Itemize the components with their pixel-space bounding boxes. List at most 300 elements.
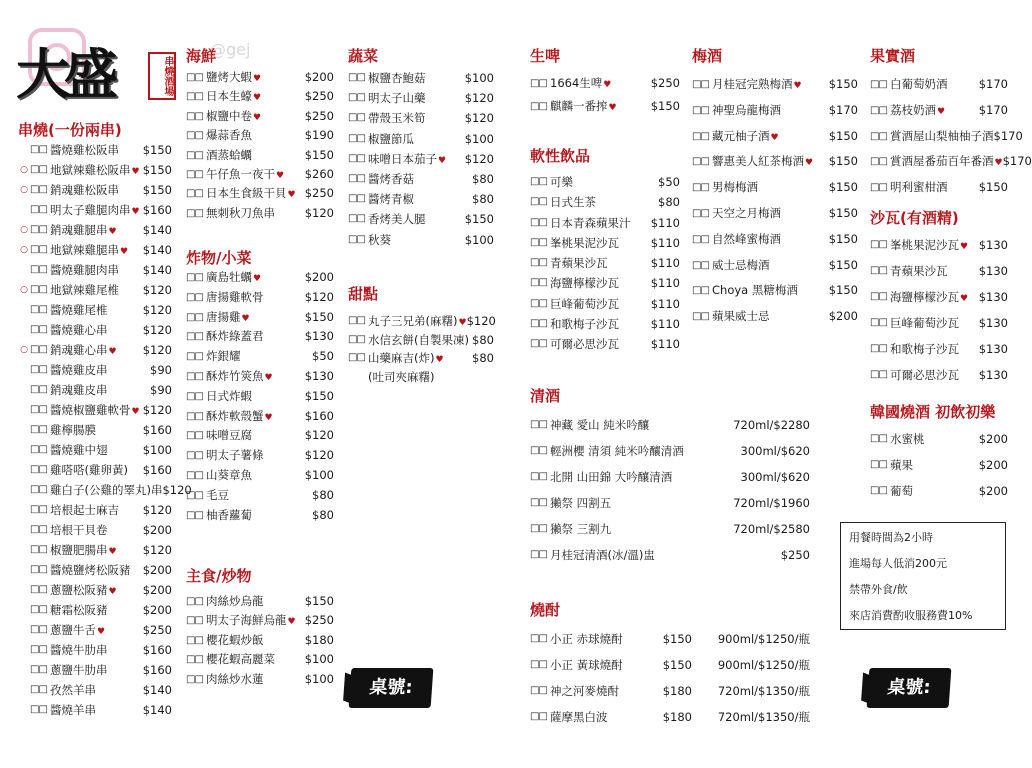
spicy-mark-icon [18, 460, 30, 480]
order-checkbox[interactable]: □□ [870, 265, 887, 276]
menu-item[interactable] [186, 650, 334, 669]
order-checkbox[interactable]: □□ [186, 410, 203, 422]
order-checkbox[interactable]: □□ [870, 79, 887, 90]
menu-item[interactable] [18, 300, 172, 320]
order-checkbox[interactable]: □□ [870, 156, 887, 168]
order-checkbox[interactable]: □□ [348, 333, 365, 345]
order-checkbox[interactable]: □□ [30, 524, 47, 535]
order-checkbox[interactable]: □□ [186, 450, 203, 462]
order-checkbox[interactable]: □□ [186, 673, 203, 685]
order-checkbox[interactable]: □□ [186, 149, 203, 161]
menu-item[interactable] [530, 542, 810, 568]
order-checkbox[interactable]: □□ [186, 509, 203, 521]
item-price: $120 [142, 543, 172, 557]
order-checkbox[interactable]: □□ [186, 72, 203, 83]
order-checkbox[interactable]: □□ [692, 130, 709, 142]
menu-item[interactable] [692, 175, 858, 201]
order-checkbox[interactable]: □□ [30, 504, 47, 515]
korean-section-title: 韓國燒酒 初飲初樂 [870, 403, 996, 421]
bottle-price: 900ml/$1250/瓶 [717, 658, 810, 672]
order-checkbox[interactable]: □□ [530, 633, 547, 644]
menu-item[interactable] [18, 280, 172, 300]
order-checkbox[interactable]: □□ [530, 419, 547, 430]
menu-item[interactable] [530, 172, 680, 192]
item-name: 糖霜松阪豬 [50, 603, 108, 617]
order-checkbox[interactable]: □□ [186, 430, 203, 442]
order-checkbox[interactable]: □□ [30, 664, 47, 675]
order-checkbox[interactable]: □□ [30, 204, 47, 215]
item-name: 巨峰葡萄沙瓦 [890, 316, 959, 330]
menu-item[interactable] [692, 124, 858, 150]
item-price: $120 [142, 303, 172, 317]
order-checkbox[interactable]: □□ [530, 78, 547, 89]
spicy-mark-icon [18, 300, 30, 320]
menu-item[interactable] [530, 273, 680, 293]
order-checkbox[interactable]: □□ [530, 196, 547, 208]
menu-item[interactable] [530, 294, 680, 314]
spicy-mark-icon: ○ [20, 245, 28, 255]
order-checkbox[interactable]: □□ [186, 311, 203, 323]
heart-icon: ♥ [960, 294, 969, 304]
order-checkbox[interactable]: □□ [30, 264, 47, 275]
item-price: $150 [304, 309, 334, 324]
heart-icon: ♥ [438, 155, 447, 166]
menu-item[interactable] [18, 540, 172, 560]
menu-item[interactable] [18, 680, 172, 700]
menu-item[interactable] [870, 284, 1008, 310]
menu-item[interactable] [348, 108, 494, 128]
item-price: 720ml/$1960 [733, 496, 810, 510]
item-price: $50 [312, 349, 334, 364]
menu-item[interactable] [348, 149, 494, 169]
menu-item[interactable] [530, 652, 810, 678]
order-checkbox[interactable]: □□ [186, 188, 203, 200]
order-checkbox[interactable]: □□ [186, 207, 203, 219]
menu-item[interactable] [18, 700, 172, 720]
order-checkbox[interactable]: □□ [530, 659, 547, 670]
order-checkbox[interactable]: □□ [186, 615, 203, 627]
menu-item[interactable] [870, 149, 1032, 175]
order-checkbox[interactable]: □□ [530, 257, 547, 269]
order-checkbox[interactable]: □□ [186, 291, 203, 303]
menu-item[interactable] [870, 232, 1008, 258]
heart-icon: ♥ [435, 355, 444, 366]
order-checkbox[interactable]: □□ [30, 384, 47, 395]
order-checkbox[interactable]: □□ [530, 497, 547, 508]
item-price: 720ml/$2580 [733, 522, 810, 536]
menu-item[interactable] [186, 165, 334, 184]
menu-item[interactable] [530, 626, 810, 652]
order-checkbox[interactable]: □□ [870, 130, 887, 142]
menu-item[interactable] [186, 387, 334, 407]
order-checkbox[interactable]: □□ [30, 544, 47, 555]
order-checkbox[interactable]: □□ [186, 110, 203, 122]
item-price: $150 [828, 283, 858, 298]
menu-item[interactable] [870, 452, 1008, 478]
menu-item[interactable] [870, 124, 1023, 150]
menu-item[interactable] [186, 288, 334, 308]
menu-item[interactable] [530, 192, 680, 212]
order-checkbox[interactable]: □□ [870, 104, 887, 116]
menu-item[interactable] [692, 149, 858, 175]
menu-item[interactable] [18, 520, 172, 540]
menu-item[interactable] [186, 126, 334, 145]
menu-item[interactable] [870, 310, 1008, 336]
item-price: $150 [464, 212, 494, 227]
menu-item[interactable] [186, 347, 334, 367]
item-price: $90 [150, 383, 172, 397]
item-price: $90 [150, 363, 172, 377]
order-checkbox[interactable]: □□ [30, 564, 47, 575]
menu-item[interactable] [186, 592, 334, 611]
order-checkbox[interactable]: □□ [30, 244, 47, 255]
ume-section-title: 梅酒 [692, 47, 723, 65]
item-name: 醬燒椒鹽雞軟骨 [50, 403, 131, 417]
order-checkbox[interactable]: □□ [348, 112, 365, 124]
order-checkbox[interactable]: □□ [30, 304, 47, 315]
order-checkbox[interactable]: □□ [30, 324, 47, 335]
menu-item[interactable] [348, 209, 494, 229]
menu-item[interactable] [348, 368, 494, 387]
menu-item[interactable] [186, 308, 334, 328]
item-price: $120 [304, 428, 334, 443]
order-checkbox[interactable]: □□ [530, 471, 547, 482]
item-price: $110 [650, 317, 680, 332]
menu-item[interactable] [530, 678, 810, 704]
order-checkbox[interactable]: □□ [30, 604, 47, 615]
menu-item[interactable] [530, 490, 810, 516]
item-price: $100 [304, 652, 334, 667]
order-checkbox[interactable]: □□ [692, 311, 709, 323]
order-checkbox[interactable]: □□ [530, 549, 547, 560]
order-checkbox[interactable]: □□ [30, 284, 47, 295]
item-price: $200 [978, 484, 1008, 498]
menu-item[interactable] [186, 611, 334, 630]
order-checkbox[interactable]: □□ [348, 132, 365, 144]
menu-item[interactable] [186, 506, 334, 526]
order-checkbox[interactable]: □□ [870, 182, 887, 194]
order-checkbox[interactable]: □□ [348, 315, 365, 326]
item-price: $110 [650, 296, 680, 311]
order-checkbox[interactable]: □□ [30, 464, 47, 475]
menu-item[interactable] [692, 72, 858, 98]
menu-item[interactable] [18, 340, 172, 360]
order-checkbox[interactable]: □□ [692, 233, 709, 245]
item-name: 銷魂雞松阪串 [50, 183, 119, 197]
order-checkbox[interactable] [348, 368, 368, 387]
menu-item[interactable] [186, 426, 334, 446]
order-checkbox[interactable]: □□ [530, 445, 547, 456]
menu-item[interactable] [186, 184, 334, 203]
order-checkbox[interactable]: □□ [692, 285, 709, 297]
order-checkbox[interactable]: □□ [186, 469, 203, 481]
item-name: 酒蒸蛤蠣 [206, 147, 252, 162]
menu-item[interactable] [186, 367, 334, 387]
menu-item[interactable] [18, 380, 172, 400]
menu-item[interactable] [530, 334, 680, 354]
menu-item[interactable] [348, 312, 494, 331]
menu-item[interactable] [18, 320, 172, 340]
item-price: $130 [978, 238, 1008, 252]
menu-item[interactable] [18, 560, 172, 580]
item-name: 青蘋果沙瓦 [550, 256, 608, 271]
menu-item[interactable] [18, 240, 172, 260]
order-checkbox[interactable]: □□ [530, 711, 547, 722]
item-price: $110 [650, 276, 680, 291]
item-price: $170 [828, 102, 858, 117]
order-checkbox[interactable]: □□ [30, 624, 47, 635]
menu-item[interactable] [18, 500, 172, 520]
menu-item[interactable] [530, 233, 680, 253]
order-checkbox[interactable]: □□ [530, 101, 547, 112]
order-checkbox[interactable]: □□ [870, 343, 887, 354]
order-checkbox[interactable]: □□ [186, 370, 203, 382]
order-checkbox[interactable]: □□ [530, 176, 547, 187]
spicy-mark-icon [18, 480, 30, 500]
heart-icon: ♥ [241, 313, 250, 324]
order-checkbox[interactable]: □□ [348, 213, 365, 225]
order-checkbox[interactable]: □□ [870, 239, 887, 250]
order-checkbox[interactable]: □□ [348, 172, 365, 184]
order-checkbox[interactable]: □□ [30, 164, 47, 175]
order-checkbox[interactable]: □□ [692, 182, 709, 194]
menu-item[interactable] [18, 200, 172, 220]
order-checkbox[interactable]: □□ [530, 297, 547, 309]
heart-icon: ♥ [937, 106, 946, 117]
menu-item[interactable] [530, 464, 810, 490]
item-name: 地獄辣雞尾椎 [50, 283, 119, 297]
item-price: $150 [142, 163, 172, 177]
order-checkbox[interactable]: □□ [30, 684, 47, 695]
menu-item[interactable] [870, 478, 1008, 504]
menu-item[interactable] [692, 253, 858, 279]
order-checkbox[interactable]: □□ [30, 404, 47, 415]
menu-item[interactable] [18, 580, 172, 600]
menu-item[interactable] [530, 253, 680, 273]
order-checkbox[interactable]: □□ [30, 644, 47, 655]
item-name: 炸銀耀 [206, 349, 241, 364]
menu-item[interactable] [186, 670, 334, 689]
menu-item[interactable] [870, 175, 1008, 201]
menu-item[interactable] [18, 460, 172, 480]
order-checkbox[interactable]: □□ [530, 523, 547, 534]
menu-item[interactable] [530, 314, 680, 334]
menu-item[interactable] [692, 304, 858, 330]
order-checkbox[interactable]: □□ [30, 584, 47, 595]
menu-item[interactable] [18, 440, 172, 460]
order-checkbox[interactable]: □□ [348, 92, 365, 104]
order-checkbox[interactable]: □□ [530, 338, 547, 350]
menu-item[interactable] [186, 486, 334, 506]
order-checkbox[interactable]: □□ [186, 351, 203, 363]
menu-item[interactable] [18, 140, 172, 160]
menu-item[interactable] [692, 278, 858, 304]
menu-item[interactable] [186, 466, 334, 486]
order-checkbox[interactable]: □□ [530, 685, 547, 696]
order-checkbox[interactable]: □□ [348, 352, 365, 364]
menu-item[interactable] [870, 336, 1008, 362]
order-checkbox[interactable]: □□ [186, 390, 203, 402]
item-name: 葡萄 [890, 484, 913, 498]
item-price: $150 [142, 183, 172, 197]
order-checkbox[interactable]: □□ [186, 489, 203, 501]
menu-item[interactable] [692, 201, 858, 227]
fruit-column [870, 46, 1032, 201]
order-checkbox[interactable]: □□ [186, 596, 203, 607]
item-name: 可樂 [550, 175, 573, 189]
item-name: 蔥鹽松阪豬 [50, 583, 108, 597]
menu-item[interactable] [18, 360, 172, 380]
menu-item[interactable] [18, 640, 172, 660]
order-checkbox[interactable]: □□ [30, 144, 47, 155]
menu-item[interactable] [18, 260, 172, 280]
menu-item[interactable] [348, 129, 494, 149]
order-checkbox[interactable]: □□ [530, 216, 547, 228]
order-checkbox[interactable]: □□ [186, 331, 203, 343]
menu-item[interactable] [186, 327, 334, 347]
menu-item[interactable] [530, 438, 810, 464]
menu-item[interactable] [870, 258, 1008, 284]
menu-item[interactable] [348, 331, 494, 350]
menu-item[interactable] [530, 704, 810, 730]
order-checkbox[interactable]: □□ [530, 318, 547, 330]
bottle-price: 720ml/$1350/瓶 [717, 710, 810, 724]
menu-item[interactable] [692, 227, 858, 253]
order-checkbox[interactable]: □□ [692, 79, 709, 90]
item-name: 1664生啤 [550, 76, 603, 90]
item-price: $140 [142, 683, 172, 697]
spicy-mark-icon: ○ [20, 225, 28, 235]
order-checkbox[interactable]: □□ [870, 369, 887, 380]
item-price: $160 [304, 408, 334, 423]
order-checkbox[interactable]: □□ [870, 485, 887, 496]
order-checkbox[interactable]: □□ [692, 156, 709, 168]
menu-item[interactable] [18, 660, 172, 680]
menu-item[interactable] [186, 446, 334, 466]
item-price: $150 [304, 388, 334, 403]
order-checkbox[interactable]: □□ [530, 236, 547, 248]
menu-item[interactable] [530, 72, 680, 95]
item-name: 地獄辣雞松阪串 [50, 163, 131, 177]
menu-item[interactable] [186, 87, 334, 106]
order-checkbox[interactable]: □□ [186, 272, 203, 283]
menu-item[interactable] [186, 204, 334, 223]
menu-item[interactable] [186, 631, 334, 650]
menu-item[interactable] [18, 600, 172, 620]
menu-item[interactable] [530, 213, 680, 233]
heart-icon: ♥ [770, 132, 779, 143]
order-checkbox[interactable]: □□ [30, 444, 47, 455]
order-checkbox[interactable]: □□ [186, 654, 203, 666]
item-price: $150 [142, 143, 172, 157]
order-checkbox[interactable]: □□ [186, 130, 203, 142]
item-price: $110 [650, 337, 680, 352]
item-price: $100 [464, 131, 494, 146]
item-name: 地獄辣雞腿串 [50, 243, 119, 257]
order-checkbox[interactable]: □□ [186, 634, 203, 646]
menu-item[interactable] [18, 620, 172, 640]
menu-item[interactable] [870, 98, 1008, 124]
menu-item[interactable] [530, 95, 680, 118]
menu-item[interactable] [348, 68, 494, 88]
menu-item[interactable] [692, 98, 858, 124]
menu-item[interactable] [18, 160, 172, 180]
order-checkbox[interactable]: □□ [348, 72, 365, 83]
order-checkbox[interactable]: □□ [30, 184, 47, 195]
item-name: 櫻花蝦高麗菜 [206, 652, 275, 667]
menu-item[interactable] [18, 400, 172, 420]
menu-item[interactable] [186, 146, 334, 165]
menu-item[interactable] [870, 72, 1008, 98]
item-price: $150 [828, 180, 858, 195]
menu-item[interactable] [348, 189, 494, 209]
menu-item[interactable] [530, 516, 810, 542]
menu-item[interactable] [348, 230, 494, 250]
order-checkbox[interactable]: □□ [692, 207, 709, 219]
item-price: $200 [142, 603, 172, 617]
order-checkbox[interactable]: □□ [30, 224, 47, 235]
item-price: $140 [142, 223, 172, 237]
menu-item[interactable] [530, 412, 810, 438]
order-checkbox[interactable]: □□ [30, 364, 47, 375]
order-checkbox[interactable]: □□ [30, 704, 47, 715]
menu-item[interactable] [348, 169, 494, 189]
menu-item[interactable] [18, 420, 172, 440]
order-checkbox[interactable]: □□ [692, 259, 709, 271]
spicy-mark-icon [18, 320, 30, 340]
heart-icon: ♥ [608, 103, 617, 113]
item-name: 孜然羊串 [50, 683, 96, 697]
order-checkbox[interactable]: □□ [348, 152, 365, 164]
order-checkbox[interactable]: □□ [30, 424, 47, 435]
item-name: 櫻花蝦炒飯 [206, 632, 264, 647]
menu-item[interactable] [18, 220, 172, 240]
veg-column [348, 46, 494, 250]
order-checkbox[interactable]: □□ [348, 193, 365, 205]
menu-item[interactable] [186, 107, 334, 126]
item-name: 培根干貝卷 [50, 523, 108, 537]
menu-item[interactable] [348, 88, 494, 108]
order-checkbox[interactable]: □□ [186, 91, 203, 103]
order-checkbox[interactable]: □□ [186, 168, 203, 180]
spicy-mark-icon [18, 500, 30, 520]
order-checkbox[interactable]: □□ [870, 433, 887, 444]
menu-item[interactable] [186, 407, 334, 427]
order-checkbox[interactable]: □□ [30, 344, 47, 355]
heart-icon: ♥ [603, 80, 612, 90]
item-name: 酥炸軟殼蟹 [206, 408, 264, 423]
item-name: 銷魂雞皮串 [50, 383, 108, 397]
item-price: $140 [142, 243, 172, 257]
bottle-price: 900ml/$1250/瓶 [717, 632, 810, 646]
item-name: 北開 山田錦 大吟釀清酒 [550, 470, 673, 484]
order-checkbox[interactable]: □□ [692, 104, 709, 116]
fried-column [186, 248, 334, 525]
menu-item[interactable] [186, 268, 334, 288]
order-checkbox[interactable]: □□ [870, 459, 887, 470]
order-checkbox[interactable]: □□ [870, 317, 887, 328]
menu-item[interactable] [18, 180, 172, 200]
order-checkbox[interactable]: □□ [530, 277, 547, 289]
menu-item[interactable] [18, 480, 192, 500]
order-checkbox[interactable]: □□ [348, 233, 365, 245]
menu-item[interactable] [870, 426, 1008, 452]
order-checkbox[interactable]: □□ [870, 291, 887, 302]
menu-item[interactable] [870, 362, 1008, 388]
order-checkbox[interactable]: □□ [30, 484, 47, 495]
menu-item[interactable] [186, 68, 334, 87]
menu-item[interactable] [348, 349, 494, 368]
